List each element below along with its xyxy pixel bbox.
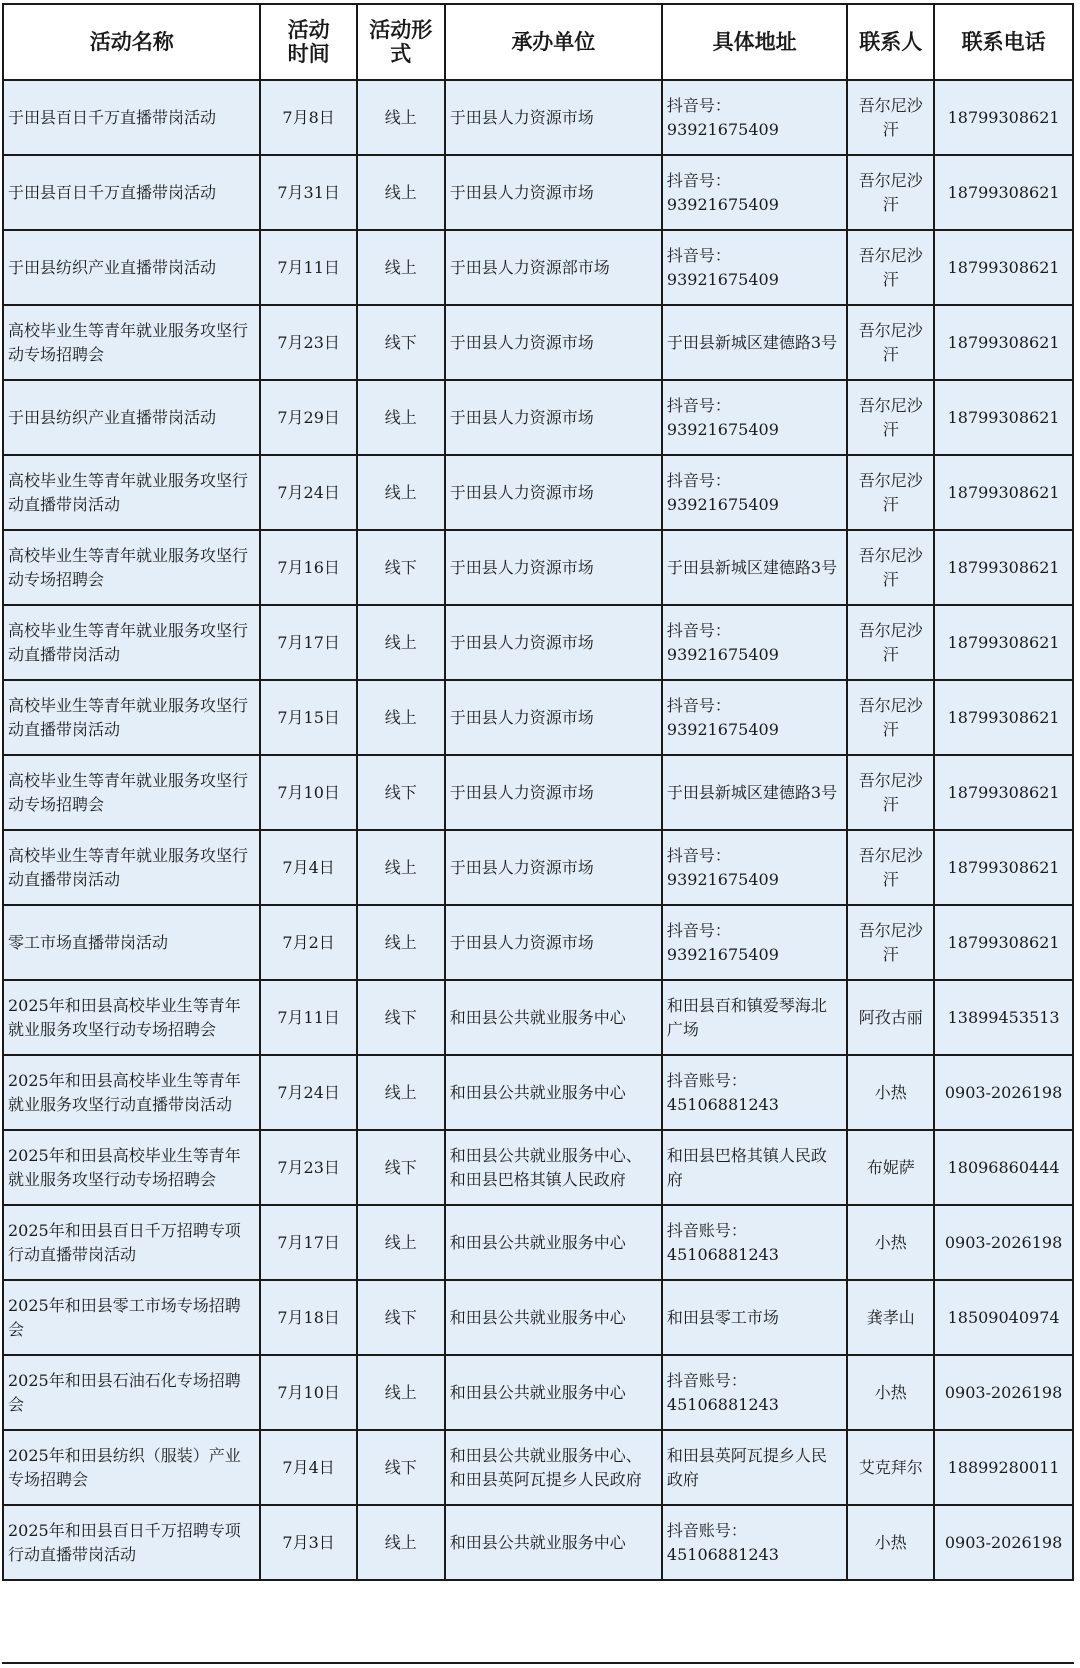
cell-address: 抖音号：93921675409 xyxy=(662,605,847,680)
cell-contact-person: 布妮萨 xyxy=(847,1130,934,1205)
table-row xyxy=(3,1130,1073,1205)
table-row xyxy=(3,1505,1073,1580)
cell-contact-person: 吾尔尼沙汗 xyxy=(847,755,934,830)
cell-address: 抖音账号：45106881243 xyxy=(662,1205,847,1280)
table-row xyxy=(3,455,1073,530)
cell-activity-form: 线下 xyxy=(357,1280,445,1355)
cell-address: 和田县巴格其镇人民政府 xyxy=(662,1130,847,1205)
cell-activity-time: 7月18日 xyxy=(260,1280,356,1355)
cell-address: 抖音号：93921675409 xyxy=(662,80,847,155)
cell-contact-person: 小热 xyxy=(847,1505,934,1580)
cell-activity-time: 7月17日 xyxy=(260,605,356,680)
cell-address: 和田县英阿瓦提乡人民政府 xyxy=(662,1430,847,1505)
table-row xyxy=(3,755,1073,830)
cell-contact-phone: 0903-2026198 xyxy=(934,1055,1073,1130)
cell-activity-form: 线上 xyxy=(357,1055,445,1130)
cell-activity-name: 高校毕业生等青年就业服务攻坚行动专场招聘会 xyxy=(3,530,260,605)
cell-address: 抖音号：93921675409 xyxy=(662,455,847,530)
cell-contact-person: 吾尔尼沙汗 xyxy=(847,530,934,605)
cell-activity-name: 2025年和田县零工市场专场招聘会 xyxy=(3,1280,260,1355)
cell-activity-time: 7月8日 xyxy=(260,80,356,155)
cell-activity-form: 线上 xyxy=(357,455,445,530)
cell-contact-person: 吾尔尼沙汗 xyxy=(847,380,934,455)
cell-contact-phone: 18799308621 xyxy=(934,455,1073,530)
table-row xyxy=(3,80,1073,155)
cell-contact-phone: 18899280011 xyxy=(934,1430,1073,1505)
cell-organizer: 于田县人力资源市场 xyxy=(445,380,662,455)
cell-organizer: 于田县人力资源市场 xyxy=(445,455,662,530)
cell-contact-phone: 18799308621 xyxy=(934,155,1073,230)
cell-activity-name: 2025年和田县高校毕业生等青年就业服务攻坚行动专场招聘会 xyxy=(3,1130,260,1205)
header-contact-person: 联系人 xyxy=(847,4,934,80)
table-row xyxy=(3,305,1073,380)
cell-address: 抖音账号：45106881243 xyxy=(662,1055,847,1130)
cell-activity-form: 线上 xyxy=(357,1505,445,1580)
cell-contact-person: 吾尔尼沙汗 xyxy=(847,680,934,755)
cell-contact-phone: 18799308621 xyxy=(934,80,1073,155)
cell-contact-person: 小热 xyxy=(847,1355,934,1430)
cell-address: 抖音号：93921675409 xyxy=(662,380,847,455)
cell-contact-phone: 18799308621 xyxy=(934,305,1073,380)
cell-activity-name: 高校毕业生等青年就业服务攻坚行动直播带岗活动 xyxy=(3,680,260,755)
cell-activity-name: 2025年和田县高校毕业生等青年就业服务攻坚行动直播带岗活动 xyxy=(3,1055,260,1130)
cell-contact-phone: 0903-2026198 xyxy=(934,1505,1073,1580)
cell-address: 和田县百和镇爱琴海北广场 xyxy=(662,980,847,1055)
table-row xyxy=(3,530,1073,605)
cell-contact-phone: 18799308621 xyxy=(934,830,1073,905)
header-activity-time: 活动 时间 xyxy=(260,4,356,80)
cell-activity-time: 7月24日 xyxy=(260,1055,356,1130)
cell-activity-time: 7月11日 xyxy=(260,980,356,1055)
cell-activity-name: 高校毕业生等青年就业服务攻坚行动直播带岗活动 xyxy=(3,830,260,905)
cell-activity-time: 7月10日 xyxy=(260,755,356,830)
cell-organizer: 和田县公共就业服务中心 xyxy=(445,1355,662,1430)
cell-address: 于田县新城区建德路3号 xyxy=(662,530,847,605)
cell-organizer: 于田县人力资源市场 xyxy=(445,605,662,680)
table-header-row xyxy=(3,4,1073,80)
cell-contact-phone: 18509040974 xyxy=(934,1280,1073,1355)
bottom-divider xyxy=(2,1662,1074,1664)
table-row xyxy=(3,980,1073,1055)
cell-activity-name: 2025年和田县石油石化专场招聘会 xyxy=(3,1355,260,1430)
cell-activity-name: 高校毕业生等青年就业服务攻坚行动直播带岗活动 xyxy=(3,605,260,680)
cell-activity-name: 高校毕业生等青年就业服务攻坚行动直播带岗活动 xyxy=(3,455,260,530)
cell-activity-form: 线上 xyxy=(357,830,445,905)
cell-contact-person: 吾尔尼沙汗 xyxy=(847,605,934,680)
table-row xyxy=(3,230,1073,305)
cell-organizer: 和田县公共就业服务中心、和田县巴格其镇人民政府 xyxy=(445,1130,662,1205)
cell-organizer: 和田县公共就业服务中心 xyxy=(445,1505,662,1580)
cell-contact-phone: 13899453513 xyxy=(934,980,1073,1055)
cell-activity-time: 7月4日 xyxy=(260,830,356,905)
cell-organizer: 于田县人力资源市场 xyxy=(445,905,662,980)
cell-activity-form: 线上 xyxy=(357,905,445,980)
cell-contact-person: 吾尔尼沙汗 xyxy=(847,80,934,155)
cell-contact-person: 吾尔尼沙汗 xyxy=(847,305,934,380)
cell-contact-phone: 18799308621 xyxy=(934,680,1073,755)
cell-activity-name: 2025年和田县高校毕业生等青年就业服务攻坚行动专场招聘会 xyxy=(3,980,260,1055)
table-row xyxy=(3,1205,1073,1280)
header-address: 具体地址 xyxy=(662,4,847,80)
cell-activity-time: 7月2日 xyxy=(260,905,356,980)
cell-activity-time: 7月23日 xyxy=(260,1130,356,1205)
cell-activity-time: 7月24日 xyxy=(260,455,356,530)
cell-contact-phone: 18799308621 xyxy=(934,605,1073,680)
cell-activity-time: 7月31日 xyxy=(260,155,356,230)
cell-activity-form: 线下 xyxy=(357,980,445,1055)
cell-activity-name: 2025年和田县百日千万招聘专项行动直播带岗活动 xyxy=(3,1205,260,1280)
cell-organizer: 于田县人力资源市场 xyxy=(445,530,662,605)
cell-address: 抖音号：93921675409 xyxy=(662,230,847,305)
table-row xyxy=(3,605,1073,680)
table-row xyxy=(3,680,1073,755)
table-row xyxy=(3,830,1073,905)
activity-table-container xyxy=(2,3,1074,1581)
cell-organizer: 于田县人力资源部市场 xyxy=(445,230,662,305)
cell-address: 于田县新城区建德路3号 xyxy=(662,305,847,380)
table-row xyxy=(3,905,1073,980)
cell-contact-person: 吾尔尼沙汗 xyxy=(847,905,934,980)
cell-activity-form: 线下 xyxy=(357,530,445,605)
cell-activity-time: 7月10日 xyxy=(260,1355,356,1430)
cell-activity-name: 于田县百日千万直播带岗活动 xyxy=(3,155,260,230)
cell-activity-name: 于田县百日千万直播带岗活动 xyxy=(3,80,260,155)
cell-activity-name: 2025年和田县纺织（服装）产业专场招聘会 xyxy=(3,1430,260,1505)
cell-activity-form: 线下 xyxy=(357,755,445,830)
cell-activity-form: 线上 xyxy=(357,80,445,155)
cell-organizer: 和田县公共就业服务中心、和田县英阿瓦提乡人民政府 xyxy=(445,1430,662,1505)
cell-activity-form: 线上 xyxy=(357,155,445,230)
cell-activity-form: 线上 xyxy=(357,230,445,305)
cell-address: 抖音账号：45106881243 xyxy=(662,1505,847,1580)
table-row xyxy=(3,155,1073,230)
cell-address: 于田县新城区建德路3号 xyxy=(662,755,847,830)
cell-address: 抖音号：93921675409 xyxy=(662,830,847,905)
cell-activity-name: 2025年和田县百日千万招聘专项行动直播带岗活动 xyxy=(3,1505,260,1580)
cell-activity-form: 线上 xyxy=(357,380,445,455)
cell-activity-time: 7月4日 xyxy=(260,1430,356,1505)
cell-address: 抖音号：93921675409 xyxy=(662,680,847,755)
cell-contact-phone: 18799308621 xyxy=(934,380,1073,455)
cell-activity-name: 高校毕业生等青年就业服务攻坚行动专场招聘会 xyxy=(3,755,260,830)
table-row xyxy=(3,1430,1073,1505)
cell-organizer: 于田县人力资源市场 xyxy=(445,155,662,230)
cell-activity-time: 7月17日 xyxy=(260,1205,356,1280)
cell-activity-form: 线下 xyxy=(357,305,445,380)
cell-contact-person: 小热 xyxy=(847,1055,934,1130)
activity-table xyxy=(2,3,1074,1581)
cell-contact-person: 小热 xyxy=(847,1205,934,1280)
cell-contact-phone: 18799308621 xyxy=(934,230,1073,305)
cell-organizer: 和田县公共就业服务中心 xyxy=(445,980,662,1055)
cell-address: 抖音账号：45106881243 xyxy=(662,1355,847,1430)
cell-organizer: 于田县人力资源市场 xyxy=(445,755,662,830)
cell-contact-person: 吾尔尼沙汗 xyxy=(847,230,934,305)
cell-activity-time: 7月16日 xyxy=(260,530,356,605)
cell-activity-form: 线上 xyxy=(357,605,445,680)
cell-organizer: 于田县人力资源市场 xyxy=(445,80,662,155)
cell-address: 抖音号：93921675409 xyxy=(662,905,847,980)
header-organizer: 承办单位 xyxy=(445,4,662,80)
cell-contact-phone: 18799308621 xyxy=(934,755,1073,830)
cell-contact-person: 吾尔尼沙汗 xyxy=(847,830,934,905)
cell-organizer: 和田县公共就业服务中心 xyxy=(445,1280,662,1355)
cell-activity-time: 7月23日 xyxy=(260,305,356,380)
cell-contact-phone: 0903-2026198 xyxy=(934,1355,1073,1430)
cell-organizer: 和田县公共就业服务中心 xyxy=(445,1205,662,1280)
table-row xyxy=(3,1055,1073,1130)
cell-contact-person: 吾尔尼沙汗 xyxy=(847,455,934,530)
cell-activity-form: 线下 xyxy=(357,1130,445,1205)
cell-activity-name: 于田县纺织产业直播带岗活动 xyxy=(3,230,260,305)
cell-activity-form: 线上 xyxy=(357,680,445,755)
cell-address: 抖音号：93921675409 xyxy=(662,155,847,230)
cell-activity-time: 7月3日 xyxy=(260,1505,356,1580)
cell-activity-time: 7月15日 xyxy=(260,680,356,755)
cell-organizer: 于田县人力资源市场 xyxy=(445,830,662,905)
table-row xyxy=(3,380,1073,455)
cell-activity-name: 于田县纺织产业直播带岗活动 xyxy=(3,380,260,455)
header-activity-form: 活动形 式 xyxy=(357,4,445,80)
cell-activity-name: 零工市场直播带岗活动 xyxy=(3,905,260,980)
cell-address: 和田县零工市场 xyxy=(662,1280,847,1355)
cell-contact-person: 龚孝山 xyxy=(847,1280,934,1355)
header-contact-phone: 联系电话 xyxy=(934,4,1073,80)
table-row xyxy=(3,1280,1073,1355)
cell-contact-phone: 0903-2026198 xyxy=(934,1205,1073,1280)
cell-activity-form: 线上 xyxy=(357,1355,445,1430)
cell-contact-phone: 18799308621 xyxy=(934,530,1073,605)
table-row xyxy=(3,1355,1073,1430)
cell-activity-form: 线下 xyxy=(357,1430,445,1505)
cell-contact-phone: 18096860444 xyxy=(934,1130,1073,1205)
cell-activity-time: 7月11日 xyxy=(260,230,356,305)
cell-organizer: 于田县人力资源市场 xyxy=(445,305,662,380)
cell-contact-person: 吾尔尼沙汗 xyxy=(847,155,934,230)
cell-activity-form: 线上 xyxy=(357,1205,445,1280)
cell-organizer: 于田县人力资源市场 xyxy=(445,680,662,755)
cell-contact-person: 阿孜古丽 xyxy=(847,980,934,1055)
cell-contact-person: 艾克拜尔 xyxy=(847,1430,934,1505)
cell-activity-name: 高校毕业生等青年就业服务攻坚行动专场招聘会 xyxy=(3,305,260,380)
cell-activity-time: 7月29日 xyxy=(260,380,356,455)
cell-contact-phone: 18799308621 xyxy=(934,905,1073,980)
cell-organizer: 和田县公共就业服务中心 xyxy=(445,1055,662,1130)
table-body xyxy=(3,80,1073,1580)
header-activity-name: 活动名称 xyxy=(3,4,260,80)
